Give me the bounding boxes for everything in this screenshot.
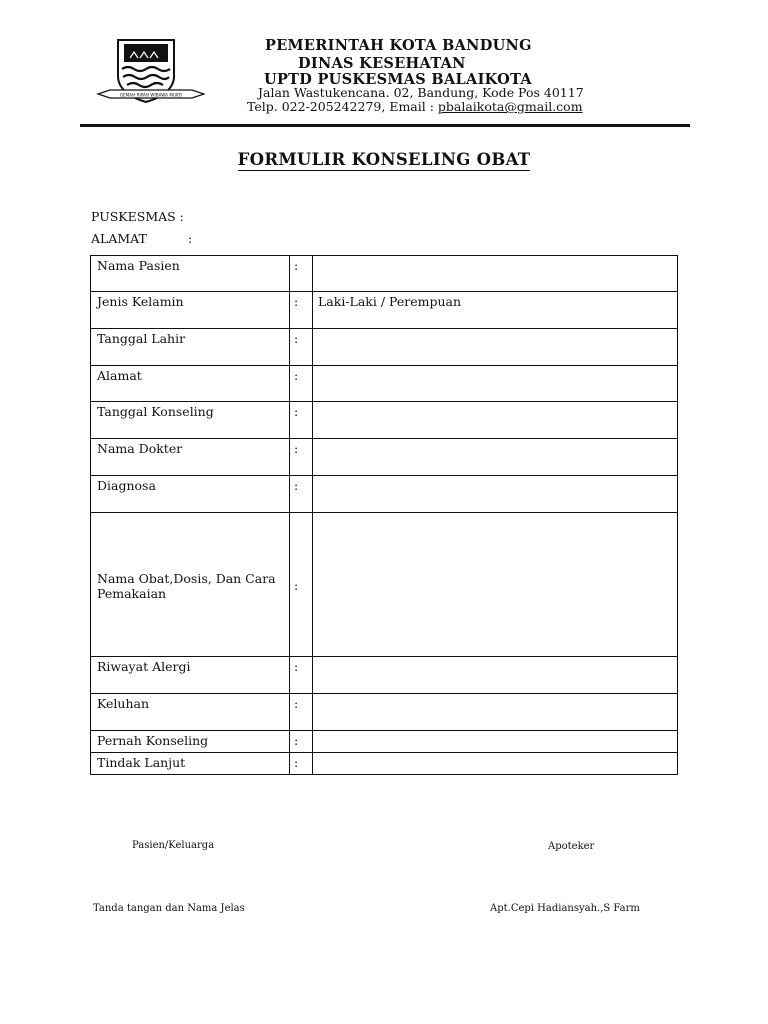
letterhead-government: PEMERINTAH KOTA BANDUNG (265, 37, 532, 54)
form-row-value-field[interactable] (313, 329, 678, 366)
alamat-colon: : (188, 231, 193, 246)
form-row (91, 476, 678, 513)
form-row-label: Nama Dokter (91, 439, 290, 476)
letterhead-address: Jalan Wastukencana. 02, Bandung, Kode Pos 40117 (258, 85, 584, 100)
form-row (91, 731, 678, 753)
form-row (91, 657, 678, 694)
form-row (91, 402, 678, 439)
form-row-colon: : (290, 439, 313, 476)
counseling-form-table (90, 255, 678, 775)
form-row-label: Nama Pasien (91, 256, 290, 292)
form-row (91, 292, 678, 329)
form-row-value-field[interactable] (313, 256, 678, 292)
form-row-label: Tanggal Konseling (91, 402, 290, 439)
form-row-value-field[interactable] (313, 731, 678, 753)
form-row-label: Tanggal Lahir (91, 329, 290, 366)
form-row-value-field[interactable] (313, 476, 678, 513)
form-row-label: Jenis Kelamin (91, 292, 290, 329)
form-row-colon: : (290, 513, 313, 657)
form-row (91, 694, 678, 731)
form-row-colon: : (290, 476, 313, 513)
letterhead-department: DINAS KESEHATAN (298, 55, 466, 72)
form-row-value-field[interactable] (313, 439, 678, 476)
form-row-label: Riwayat Alergi (91, 657, 290, 694)
alamat-label: ALAMAT (91, 231, 147, 246)
letterhead-email-link[interactable]: pbalaikota@gmail.com (437, 99, 583, 114)
form-row-colon: : (290, 657, 313, 694)
letterhead-unit: UPTD PUSKESMAS BALAIKOTA (264, 71, 532, 88)
logo-motto: GEMAH RIPAH WIBAWA MUKTI (119, 92, 183, 98)
form-row-value-field[interactable] (313, 366, 678, 402)
form-row-colon: : (290, 694, 313, 731)
form-row-label: Pernah Konseling (91, 731, 290, 753)
form-row-colon: : (290, 753, 313, 775)
form-row-label: Diagnosa (91, 476, 290, 513)
form-row-colon: : (290, 731, 313, 753)
form-title: FORMULIR KONSELING OBAT (237, 150, 531, 169)
form-row-label: Keluhan (91, 694, 290, 731)
form-row (91, 439, 678, 476)
form-row-value-field[interactable] (313, 694, 678, 731)
letterhead-phone: Telp. 022-205242279, Email : (247, 99, 438, 114)
form-row-colon: : (290, 256, 313, 292)
form-row (91, 256, 678, 292)
form-row-colon: : (290, 366, 313, 402)
form-row-label: Tindak Lanjut (91, 753, 290, 775)
city-emblem-logo (96, 36, 206, 108)
letterhead-contact (247, 99, 583, 114)
form-row-label: Alamat (91, 366, 290, 402)
form-row-colon: : (290, 292, 313, 329)
letterhead-divider (80, 124, 690, 127)
signature-pharmacist-title: Apoteker (548, 841, 595, 852)
form-row-colon: : (290, 329, 313, 366)
form-row-label: Nama Obat,Dosis, Dan Cara Pemakaian (91, 513, 290, 657)
puskesmas-label: PUSKESMAS : (91, 209, 184, 224)
form-row-value-field[interactable]: Laki-Laki / Perempuan (313, 292, 678, 329)
form-row-value-field[interactable] (313, 513, 678, 657)
form-row (91, 513, 678, 657)
form-row (91, 329, 678, 366)
form-row-colon: : (290, 402, 313, 439)
signature-pharmacist-name: Apt.Cepi Hadiansyah.,S Farm (490, 903, 640, 914)
form-row (91, 366, 678, 402)
signature-patient-name: Tanda tangan dan Nama Jelas (93, 903, 245, 914)
signature-patient-title: Pasien/Keluarga (132, 840, 215, 851)
form-row-value-field[interactable] (313, 657, 678, 694)
form-row (91, 753, 678, 775)
form-row-value-field[interactable] (313, 402, 678, 439)
form-row-value-field[interactable] (313, 753, 678, 775)
